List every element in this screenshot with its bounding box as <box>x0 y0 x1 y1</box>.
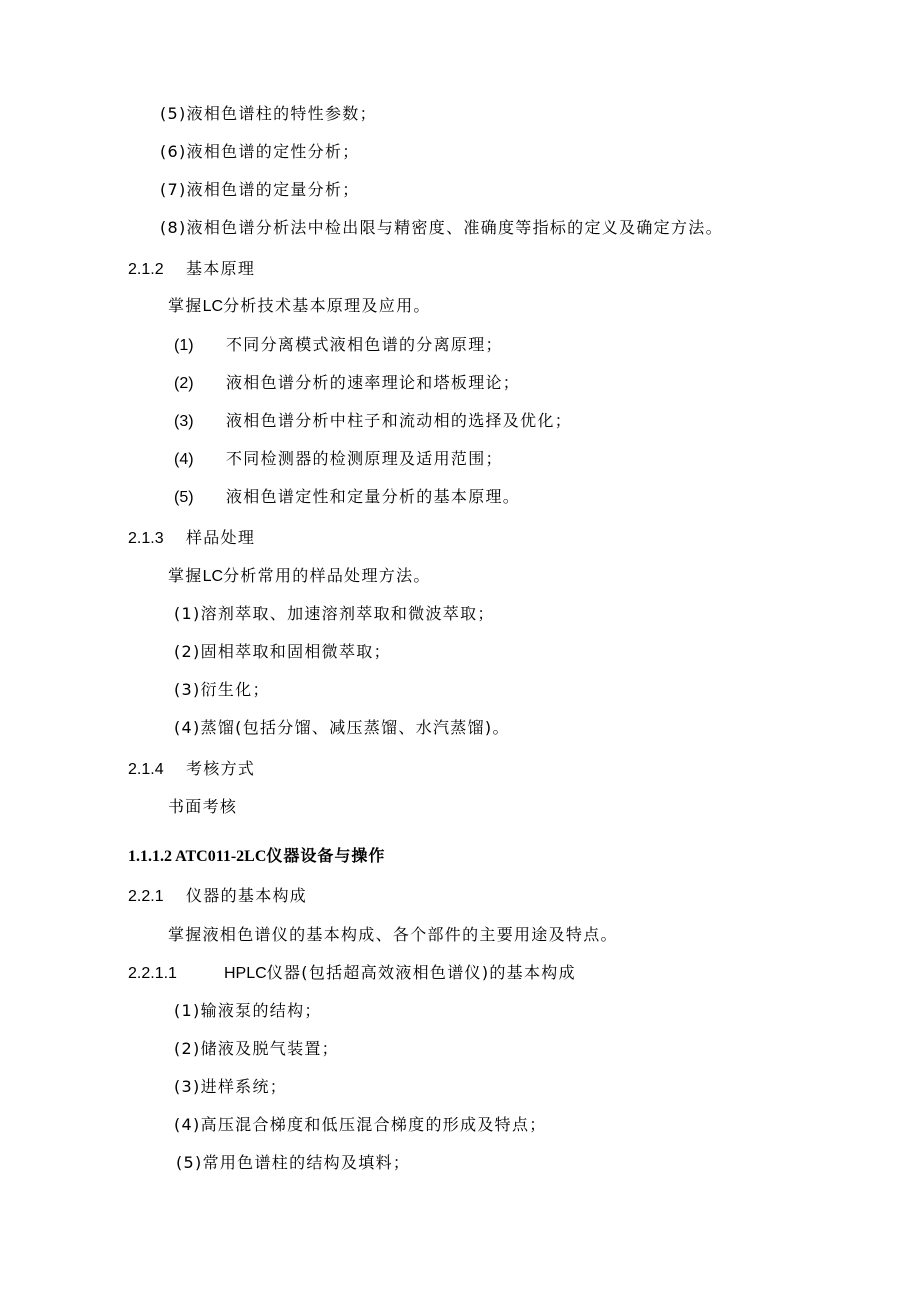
list-item: (3)衍生化； <box>174 680 270 699</box>
section-title: 基本原理 <box>186 259 256 278</box>
text-run: 分析常用的样品处理方法。 <box>223 566 431 585</box>
section-heading-2-1-3 <box>128 528 255 549</box>
list-item: (8)液相色谱分析法中检出限与精密度、准确度等指标的定义及确定方法。 <box>160 218 723 237</box>
item-text: 液相色谱定性和定量分析的基本原理。 <box>226 487 521 506</box>
chapter-heading <box>128 846 385 867</box>
list-item: (1)输液泵的结构； <box>174 1001 322 1020</box>
list-item: (4)蒸馏(包括分馏、减压蒸馏、水汽蒸馏)。 <box>174 718 510 737</box>
paragraph <box>168 296 431 317</box>
list-item <box>174 335 503 356</box>
list-item: (2)固相萃取和固相微萃取； <box>174 642 391 661</box>
list-item: (7)液相色谱的定量分析； <box>160 180 360 199</box>
section-heading-2-1-2 <box>128 259 255 280</box>
section-number: 2.2.1 <box>128 888 164 905</box>
section-title: 样品处理 <box>186 528 256 547</box>
item-number: (3) <box>174 413 194 430</box>
paragraph: 掌握液相色谱仪的基本构成、各个部件的主要用途及特点。 <box>168 925 618 944</box>
section-number: 2.1.3 <box>128 530 164 547</box>
text-run: 分析技术基本原理及应用。 <box>223 296 431 315</box>
text-run: 掌握 <box>168 296 203 315</box>
list-item: (2)储液及脱气装置； <box>174 1039 339 1058</box>
list-item <box>174 487 520 508</box>
item-number: (5) <box>174 489 194 506</box>
list-item: (1)溶剂萃取、加速溶剂萃取和微波萃取； <box>174 604 495 623</box>
section-number: 2.1.4 <box>128 761 164 778</box>
paragraph <box>168 566 431 587</box>
text-run: LC <box>202 568 224 585</box>
item-number: (4) <box>174 451 194 468</box>
section-heading-2-2-1-1 <box>128 963 576 984</box>
section-title: 考核方式 <box>186 759 256 778</box>
item-number: (1) <box>174 337 194 354</box>
section-number: 2.1.2 <box>128 261 164 278</box>
list-item: (4)高压混合梯度和低压混合梯度的形成及特点； <box>174 1115 547 1134</box>
text-run: 掌握 <box>168 566 203 585</box>
list-item: (5)常用色谱柱的结构及填料； <box>176 1153 411 1172</box>
section-title: 仪器(包括超高效液相色谱仪)的基本构成 <box>266 963 576 982</box>
item-text: 液相色谱分析的速率理论和塔板理论； <box>226 373 521 392</box>
section-heading-2-2-1 <box>128 886 307 907</box>
heading-title: 仪器设备与操作 <box>266 846 386 865</box>
section-title: 仪器的基本构成 <box>186 886 308 905</box>
list-item <box>174 449 503 470</box>
paragraph: 书面考核 <box>168 797 238 816</box>
item-text: 液相色谱分析中柱子和流动相的选择及优化； <box>226 411 573 430</box>
list-item: (6)液相色谱的定性分析； <box>160 142 360 161</box>
list-item <box>174 373 520 394</box>
section-heading-2-1-4 <box>128 759 255 780</box>
heading-code: 1.1.1.2 ATC011-2LC <box>128 848 267 865</box>
text-run: LC <box>202 298 224 315</box>
item-text: 不同分离模式液相色谱的分离原理； <box>226 335 503 354</box>
list-item: (3)进样系统； <box>174 1077 288 1096</box>
list-item: (5)液相色谱柱的特性参数； <box>160 104 377 123</box>
item-text: 不同检测器的检测原理及适用范围； <box>226 449 503 468</box>
text-run: HPLC <box>224 965 267 982</box>
section-number: 2.2.1.1 <box>128 965 177 982</box>
list-item <box>174 411 572 432</box>
item-number: (2) <box>174 375 194 392</box>
